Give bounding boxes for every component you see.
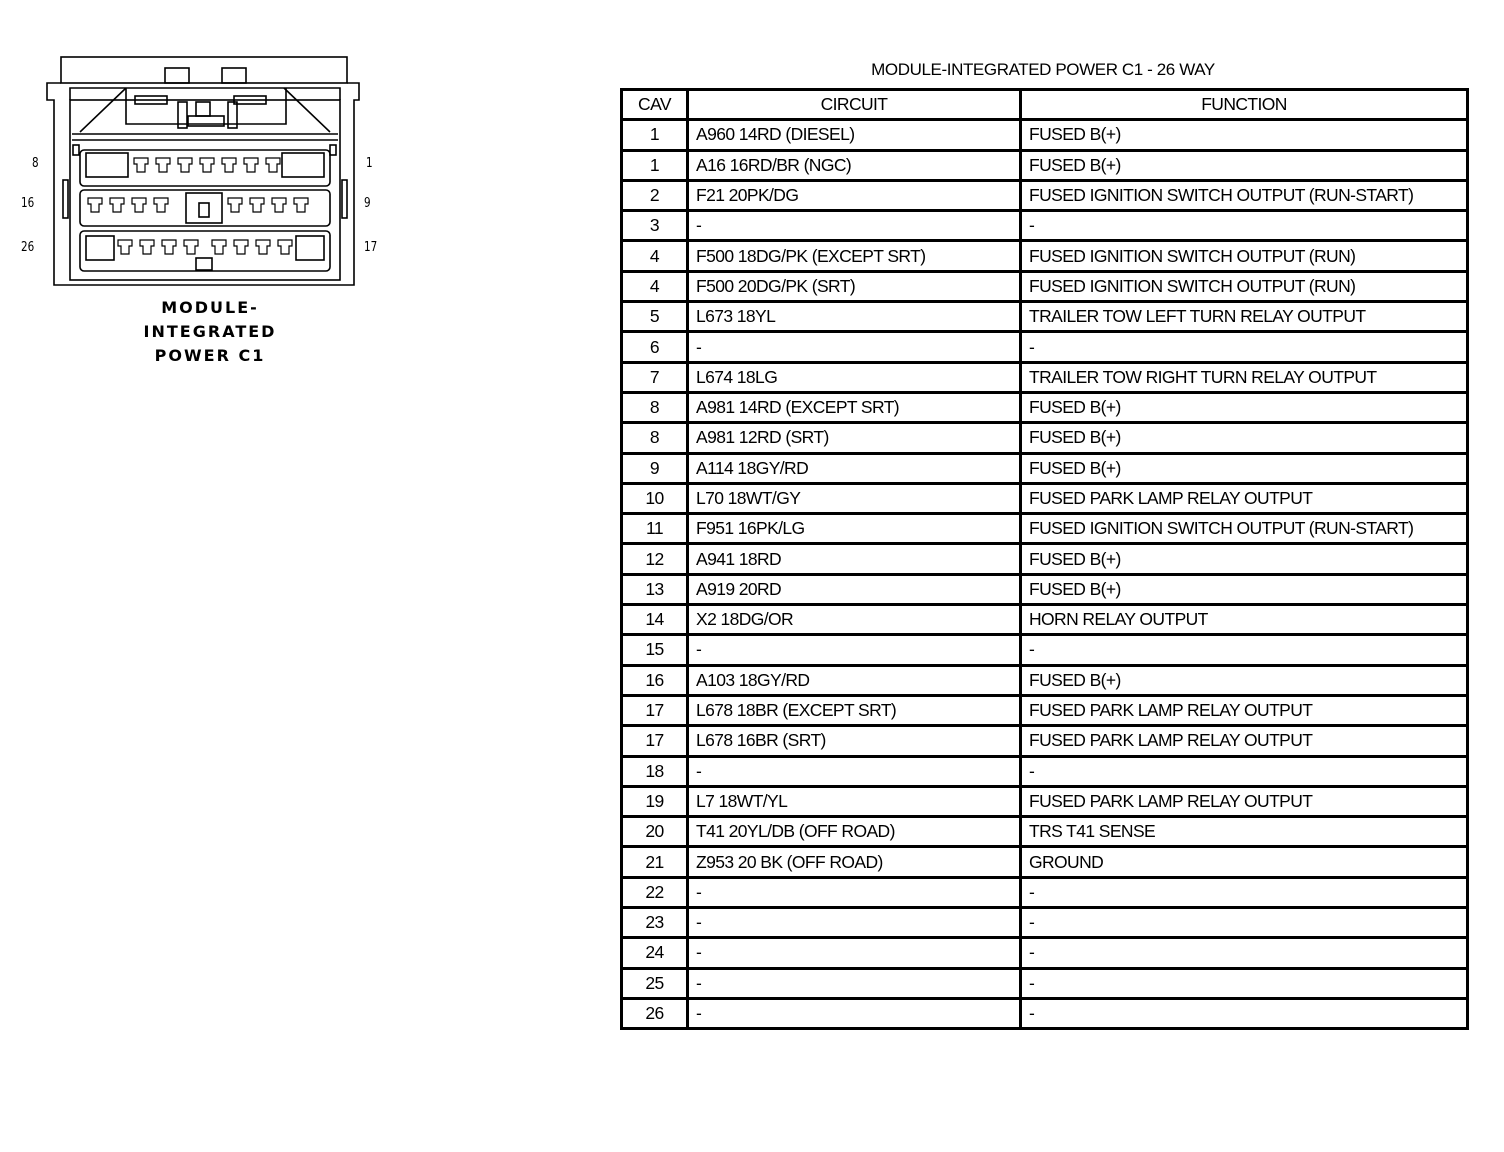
terminal-cavity bbox=[278, 240, 292, 254]
cav-cell: 20 bbox=[622, 817, 688, 847]
table-row bbox=[622, 120, 1468, 150]
cav-cell: 22 bbox=[622, 877, 688, 907]
circuit-cell: F500 20DG/PK (SRT) bbox=[688, 271, 1021, 301]
terminal-cavity bbox=[256, 240, 270, 254]
circuit-cell: - bbox=[688, 908, 1021, 938]
circuit-cell: L7 18WT/YL bbox=[688, 786, 1021, 816]
cav-cell: 23 bbox=[622, 908, 688, 938]
pin-label-26: 26 bbox=[21, 240, 35, 255]
cav-cell: 15 bbox=[622, 635, 688, 665]
circuit-cell: A919 20RD bbox=[688, 574, 1021, 604]
circuit-cell: F500 18DG/PK (EXCEPT SRT) bbox=[688, 241, 1021, 271]
terminal-cavity bbox=[88, 198, 102, 212]
function-cell: HORN RELAY OUTPUT bbox=[1021, 605, 1468, 635]
table-row bbox=[622, 605, 1468, 635]
connector-drawing bbox=[0, 0, 420, 300]
cav-cell: 18 bbox=[622, 756, 688, 786]
circuit-cell: - bbox=[688, 938, 1021, 968]
cav-cell: 16 bbox=[622, 665, 688, 695]
terminal-cavity bbox=[272, 198, 286, 212]
circuit-cell: A981 14RD (EXCEPT SRT) bbox=[688, 392, 1021, 422]
function-cell: FUSED IGNITION SWITCH OUTPUT (RUN) bbox=[1021, 271, 1468, 301]
function-cell: - bbox=[1021, 211, 1468, 241]
caption-line: INTEGRATED bbox=[143, 322, 277, 341]
function-cell: - bbox=[1021, 998, 1468, 1028]
function-cell: - bbox=[1021, 908, 1468, 938]
function-cell: - bbox=[1021, 332, 1468, 362]
table-row bbox=[622, 180, 1468, 210]
pin-label-9: 9 bbox=[364, 196, 371, 211]
function-cell: - bbox=[1021, 877, 1468, 907]
function-cell: FUSED IGNITION SWITCH OUTPUT (RUN-START) bbox=[1021, 514, 1468, 544]
cav-cell: 19 bbox=[622, 786, 688, 816]
function-cell: FUSED IGNITION SWITCH OUTPUT (RUN) bbox=[1021, 241, 1468, 271]
cav-cell: 8 bbox=[622, 423, 688, 453]
table-row bbox=[622, 968, 1468, 998]
function-cell: TRAILER TOW RIGHT TURN RELAY OUTPUT bbox=[1021, 362, 1468, 392]
cav-cell: 25 bbox=[622, 968, 688, 998]
function-cell: FUSED PARK LAMP RELAY OUTPUT bbox=[1021, 483, 1468, 513]
function-cell: - bbox=[1021, 968, 1468, 998]
terminal-cavity bbox=[110, 198, 124, 212]
terminal-cavity bbox=[250, 198, 264, 212]
circuit-cell: L678 18BR (EXCEPT SRT) bbox=[688, 695, 1021, 725]
function-cell: GROUND bbox=[1021, 847, 1468, 877]
terminal-cavity bbox=[234, 240, 248, 254]
circuit-cell: L678 16BR (SRT) bbox=[688, 726, 1021, 756]
cav-cell: 5 bbox=[622, 302, 688, 332]
cav-cell: 1 bbox=[622, 120, 688, 150]
cav-cell: 10 bbox=[622, 483, 688, 513]
function-cell: FUSED B(+) bbox=[1021, 665, 1468, 695]
circuit-cell: A16 16RD/BR (NGC) bbox=[688, 150, 1021, 180]
table-row bbox=[622, 817, 1468, 847]
table-row bbox=[622, 998, 1468, 1028]
table-row bbox=[622, 756, 1468, 786]
cav-cell: 9 bbox=[622, 453, 688, 483]
table-row bbox=[622, 574, 1468, 604]
terminal-cavity bbox=[200, 158, 214, 172]
table-row bbox=[622, 908, 1468, 938]
terminal-cavity bbox=[140, 240, 154, 254]
connector-diagram bbox=[0, 0, 420, 400]
cav-cell: 12 bbox=[622, 544, 688, 574]
caption-line: POWER C1 bbox=[154, 346, 266, 365]
function-cell: FUSED B(+) bbox=[1021, 120, 1468, 150]
function-cell: FUSED B(+) bbox=[1021, 423, 1468, 453]
cav-cell: 24 bbox=[622, 938, 688, 968]
circuit-cell: - bbox=[688, 968, 1021, 998]
function-cell: - bbox=[1021, 938, 1468, 968]
circuit-cell: A960 14RD (DIESEL) bbox=[688, 120, 1021, 150]
circuit-cell: Z953 20 BK (OFF ROAD) bbox=[688, 847, 1021, 877]
cav-cell: 17 bbox=[622, 695, 688, 725]
header-row bbox=[622, 90, 1468, 120]
function-cell: FUSED PARK LAMP RELAY OUTPUT bbox=[1021, 786, 1468, 816]
table-row bbox=[622, 544, 1468, 574]
function-cell: FUSED B(+) bbox=[1021, 453, 1468, 483]
terminal-cavity bbox=[294, 198, 308, 212]
function-cell: - bbox=[1021, 756, 1468, 786]
table-row bbox=[622, 635, 1468, 665]
pin-label-1: 1 bbox=[366, 156, 373, 171]
terminal-cavity bbox=[156, 158, 170, 172]
cav-cell: 14 bbox=[622, 605, 688, 635]
cav-cell: 3 bbox=[622, 211, 688, 241]
pin-label-17: 17 bbox=[364, 240, 378, 255]
table-row bbox=[622, 211, 1468, 241]
table-row bbox=[622, 362, 1468, 392]
cav-cell: 4 bbox=[622, 271, 688, 301]
circuit-cell: A941 18RD bbox=[688, 544, 1021, 574]
connector-caption bbox=[130, 296, 290, 368]
table-row bbox=[622, 877, 1468, 907]
circuit-cell: L70 18WT/GY bbox=[688, 483, 1021, 513]
table-row bbox=[622, 302, 1468, 332]
function-cell: FUSED PARK LAMP RELAY OUTPUT bbox=[1021, 695, 1468, 725]
cav-cell: 1 bbox=[622, 150, 688, 180]
cav-cell: 11 bbox=[622, 514, 688, 544]
table-row bbox=[622, 514, 1468, 544]
pin-label-8: 8 bbox=[32, 156, 39, 171]
terminal-cavity bbox=[244, 158, 258, 172]
terminal-cavity bbox=[154, 198, 168, 212]
table-row bbox=[622, 786, 1468, 816]
pin-label-16: 16 bbox=[21, 196, 35, 211]
function-cell: TRS T41 SENSE bbox=[1021, 817, 1468, 847]
header-cav: CAV bbox=[622, 90, 688, 120]
terminal-cavity bbox=[222, 158, 236, 172]
table-row bbox=[622, 726, 1468, 756]
pinout-table bbox=[620, 88, 1469, 1030]
circuit-cell: L674 18LG bbox=[688, 362, 1021, 392]
cav-cell: 6 bbox=[622, 332, 688, 362]
table-row bbox=[622, 241, 1468, 271]
circuit-cell: L673 18YL bbox=[688, 302, 1021, 332]
table-row bbox=[622, 847, 1468, 877]
table-row bbox=[622, 483, 1468, 513]
table-row bbox=[622, 271, 1468, 301]
function-cell: FUSED B(+) bbox=[1021, 392, 1468, 422]
function-cell: TRAILER TOW LEFT TURN RELAY OUTPUT bbox=[1021, 302, 1468, 332]
table-row bbox=[622, 665, 1468, 695]
header-circuit: CIRCUIT bbox=[688, 90, 1021, 120]
circuit-cell: X2 18DG/OR bbox=[688, 605, 1021, 635]
cav-cell: 26 bbox=[622, 998, 688, 1028]
function-cell: FUSED B(+) bbox=[1021, 150, 1468, 180]
circuit-cell: A114 18GY/RD bbox=[688, 453, 1021, 483]
circuit-cell: F951 16PK/LG bbox=[688, 514, 1021, 544]
circuit-cell: - bbox=[688, 332, 1021, 362]
terminal-cavity bbox=[118, 240, 132, 254]
cav-cell: 21 bbox=[622, 847, 688, 877]
cav-cell: 17 bbox=[622, 726, 688, 756]
function-cell: FUSED B(+) bbox=[1021, 544, 1468, 574]
cav-cell: 8 bbox=[622, 392, 688, 422]
circuit-cell: - bbox=[688, 877, 1021, 907]
cav-cell: 4 bbox=[622, 241, 688, 271]
terminal-cavity bbox=[162, 240, 176, 254]
terminal-cavity bbox=[266, 158, 280, 172]
table-row bbox=[622, 150, 1468, 180]
caption-line: MODULE- bbox=[161, 298, 259, 317]
header-function: FUNCTION bbox=[1021, 90, 1468, 120]
function-cell: FUSED PARK LAMP RELAY OUTPUT bbox=[1021, 726, 1468, 756]
table-row bbox=[622, 695, 1468, 725]
circuit-cell: F21 20PK/DG bbox=[688, 180, 1021, 210]
circuit-cell: A103 18GY/RD bbox=[688, 665, 1021, 695]
table-row bbox=[622, 453, 1468, 483]
function-cell: - bbox=[1021, 635, 1468, 665]
terminal-cavity bbox=[184, 240, 198, 254]
circuit-cell: - bbox=[688, 998, 1021, 1028]
cav-cell: 13 bbox=[622, 574, 688, 604]
circuit-cell: - bbox=[688, 756, 1021, 786]
circuit-cell: A981 12RD (SRT) bbox=[688, 423, 1021, 453]
function-cell: FUSED IGNITION SWITCH OUTPUT (RUN-START) bbox=[1021, 180, 1468, 210]
terminal-cavity bbox=[212, 240, 226, 254]
circuit-cell: T41 20YL/DB (OFF ROAD) bbox=[688, 817, 1021, 847]
cav-cell: 7 bbox=[622, 362, 688, 392]
function-cell: FUSED B(+) bbox=[1021, 574, 1468, 604]
table-row bbox=[622, 392, 1468, 422]
table-row bbox=[622, 423, 1468, 453]
table-row bbox=[622, 332, 1468, 362]
terminal-cavity bbox=[178, 158, 192, 172]
circuit-cell: - bbox=[688, 635, 1021, 665]
cav-cell: 2 bbox=[622, 180, 688, 210]
table-row bbox=[622, 938, 1468, 968]
table-title: MODULE-INTEGRATED POWER C1 - 26 WAY bbox=[871, 60, 1215, 79]
terminal-cavity bbox=[228, 198, 242, 212]
terminal-cavity bbox=[132, 198, 146, 212]
terminal-cavity bbox=[134, 158, 148, 172]
circuit-cell: - bbox=[688, 211, 1021, 241]
